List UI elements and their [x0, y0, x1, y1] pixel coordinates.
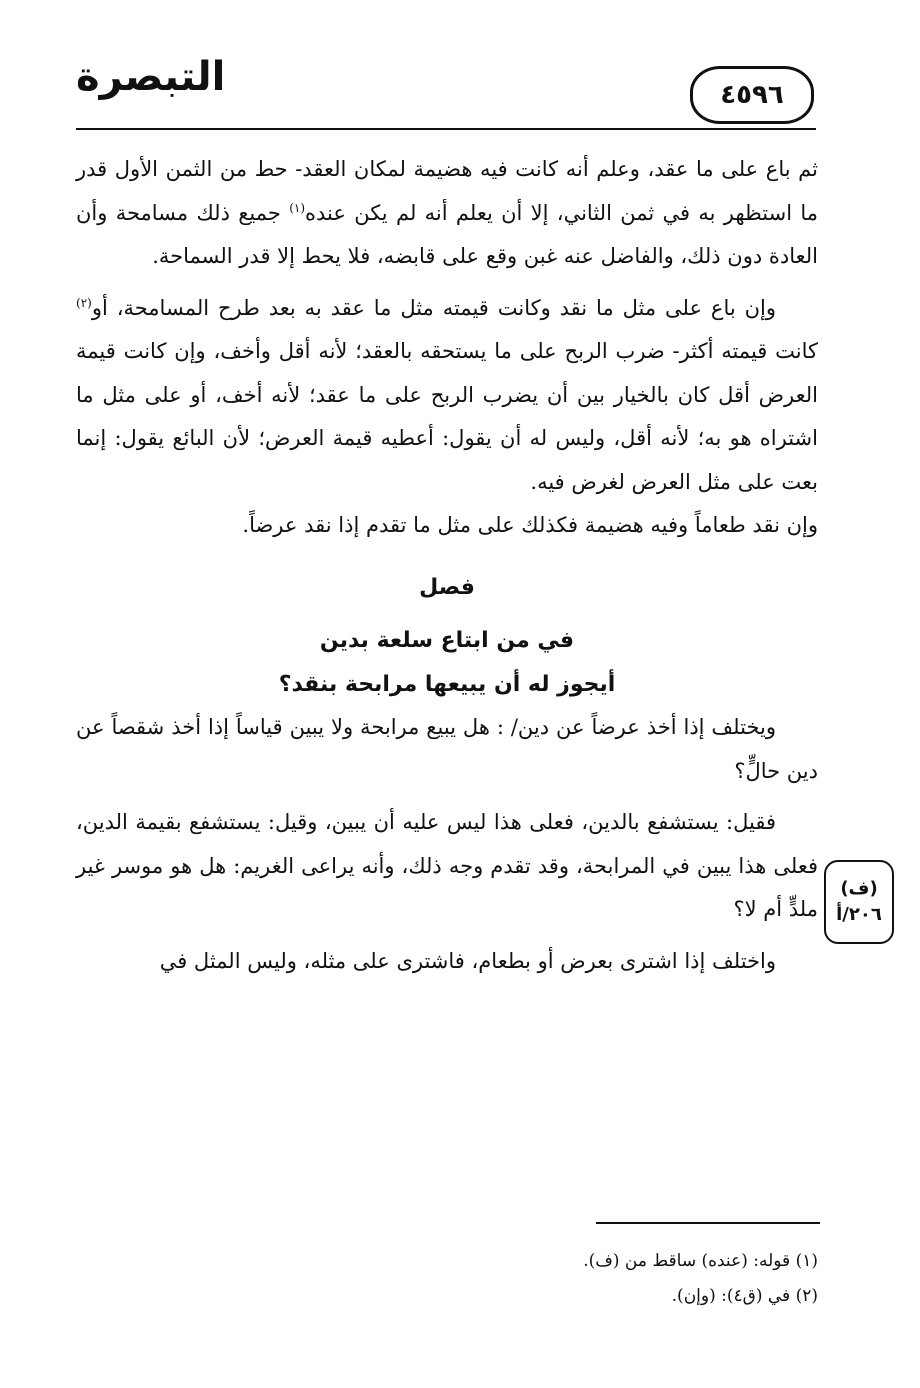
section-heading: فصل [419, 574, 475, 600]
footnote-1: (١) قوله: (عنده) ساقط من (ف). [583, 1251, 818, 1271]
paragraph-5: فقيل: يستشفع بالدين، فعلى هذا ليس عليه أن يبين، وقيل: يستشفع بقيمة الدين، فعلى هذا يبين في المرابحة، وقد تقدم وجه ذلك، وأنه يراعى الغريم: هل هو موسر غير ملدٍّ أم لا؟ [76, 810, 818, 921]
section-subheading-1: في من ابتاع سلعة بدين [319, 628, 575, 653]
running-title: التبصرة [76, 54, 226, 100]
margin-note-line-2: ٢٠٦/أ [836, 904, 882, 925]
footnote-ref-1: (١) [289, 200, 306, 215]
footnotes [118, 1244, 818, 1314]
paragraph-2 [76, 287, 818, 505]
paragraph-6: واختلف إذا اشترى بعرض أو بطعام، فاشترى على مثله، وليس المثل في [159, 948, 776, 973]
paragraph-2-end: كانت قيمته أكثر- ضرب الربح على ما يستحقه بالعقد؛ لأنه أقل وأخف، وإن كانت قيمة العرض أقل كان بالخيار بين أن يضرب الربح على ما عقد؛ لأنه أخف، أو على مثل ما اشتراه هو به؛ لأنه أقل، وليس له أن يقول: أعطيه قيمة العرض؛ لأن البائع يقول: إنما بعت على مثل العرض لغرض فيه. [76, 339, 818, 494]
footnote-2: (٢) في (ق٤): (وإن). [671, 1286, 818, 1306]
paragraph-3: وإن نقد طعاماً وفيه هضيمة فكذلك على مثل ما تقدم إذا نقد عرضاً. [242, 513, 818, 537]
paragraph-4: ويختلف إذا أخذ عرضاً عن دين/ : هل يبيع مرابحة ولا يبين قياساً إذا أخذ شقصاً عن دين حالٍّ؟ [76, 715, 818, 783]
page-number-badge [690, 66, 814, 124]
page-number: ٤٥٩٦ [720, 80, 784, 110]
manuscript-margin-note [824, 860, 894, 944]
margin-note-line-1: (ف) [840, 878, 878, 899]
main-text [76, 148, 818, 983]
page-header [76, 52, 816, 130]
paragraph-1 [76, 148, 818, 279]
paragraph-2-text: وإن باع على مثل ما نقد وكانت قيمته مثل ما عقد به بعد طرح المسامحة، أو [91, 295, 776, 320]
paragraph-1-end: جميع ذلك مسامحة وأن العادة دون ذلك، والفاضل عنه غبن وقع على قابضه، فلا يحط إلا قدر السماحة. [76, 200, 818, 268]
footnote-ref-2: (٢) [76, 295, 92, 310]
section-subheading-2: أيجوز له أن يبيعها مرابحة بنقد؟ [278, 671, 616, 697]
paragraph-1-text: ثم باع على ما عقد، وعلم أنه كانت فيه هضيمة لمكان العقد- حط من الثمن الأول قدر ما استظهر به في ثمن الثاني، إلا أن يعلم أنه لم يكن عنده [76, 157, 818, 225]
footnote-divider [596, 1222, 820, 1224]
